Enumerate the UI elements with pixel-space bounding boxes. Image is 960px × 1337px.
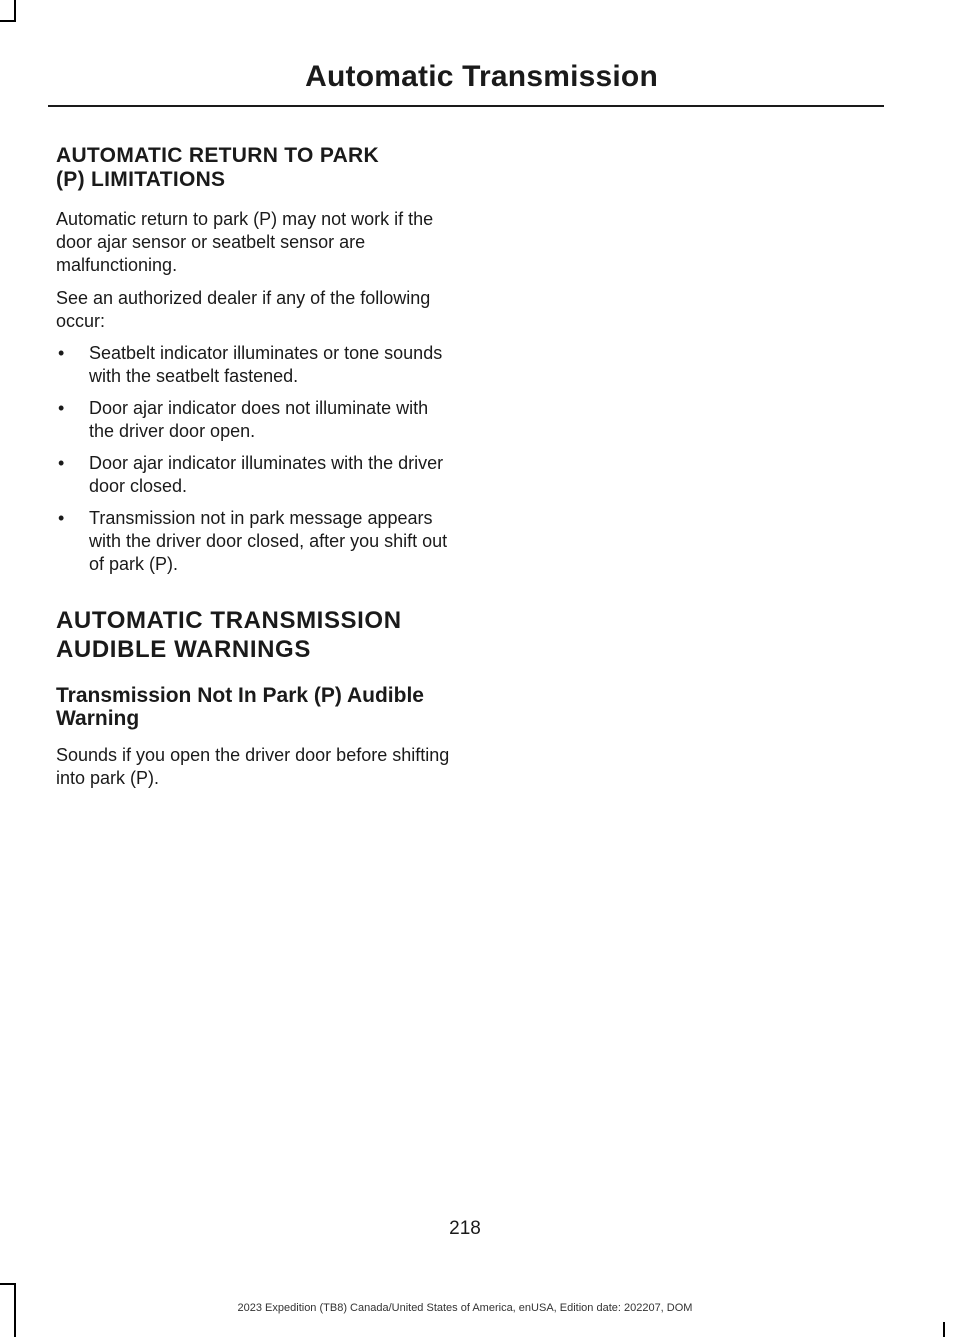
page-number: 218	[449, 1218, 481, 1239]
section-heading-return-to-park	[56, 144, 451, 192]
list-item	[56, 342, 451, 388]
list-item	[56, 397, 451, 443]
section-heading-line-2: AUDIBLE WARNINGS	[56, 636, 311, 663]
main-content	[56, 144, 451, 790]
list-item	[56, 452, 451, 498]
list-item-text: Door ajar indicator illuminates with the driver door closed.	[89, 453, 444, 496]
section-heading-line-1: AUTOMATIC TRANSMISSION	[56, 607, 402, 634]
section-heading-line-1: AUTOMATIC RETURN TO PARK	[56, 144, 379, 167]
list-item-text: Door ajar indicator does not illuminate with the driver door open.	[89, 398, 429, 441]
list-item-text: Transmission not in park message appears with the driver door closed, after you shift out of park (P).	[89, 508, 448, 574]
crop-mark-top-left-vertical	[14, 0, 16, 22]
page-header-title: Automatic Transmission	[305, 60, 658, 93]
footer-edition-info: 2023 Expedition (TB8) Canada/United States of America, enUSA, Edition date: 202207, DOM	[237, 1302, 693, 1314]
bullet-icon: •	[58, 508, 65, 528]
list-item-text: Seatbelt indicator illuminates or tone sounds with the seatbelt fastened.	[89, 343, 443, 386]
bullet-list-conditions	[56, 342, 451, 576]
section-heading-audible-warnings	[56, 606, 451, 664]
crop-mark-bottom-left-horizontal	[0, 1283, 16, 1285]
paragraph-see-dealer: See an authorized dealer if any of the following occur:	[56, 288, 431, 331]
subheading-not-in-park-warning: Transmission Not In Park (P) Audible Warning	[56, 684, 424, 730]
list-item	[56, 507, 451, 576]
bullet-icon: •	[58, 343, 65, 363]
bullet-icon: •	[58, 398, 65, 418]
crop-mark-top-left-horizontal	[0, 20, 16, 22]
crop-mark-bottom-right-vertical	[943, 1322, 945, 1337]
header-rule	[48, 105, 884, 107]
bullet-icon: •	[58, 453, 65, 473]
paragraph-limitations: Automatic return to park (P) may not work if the door ajar sensor or seatbelt sensor are malfunctioning.	[56, 209, 434, 275]
paragraph-warning-description: Sounds if you open the driver door before shifting into park (P).	[56, 745, 450, 788]
section-heading-line-2: (P) LIMITATIONS	[56, 168, 226, 191]
